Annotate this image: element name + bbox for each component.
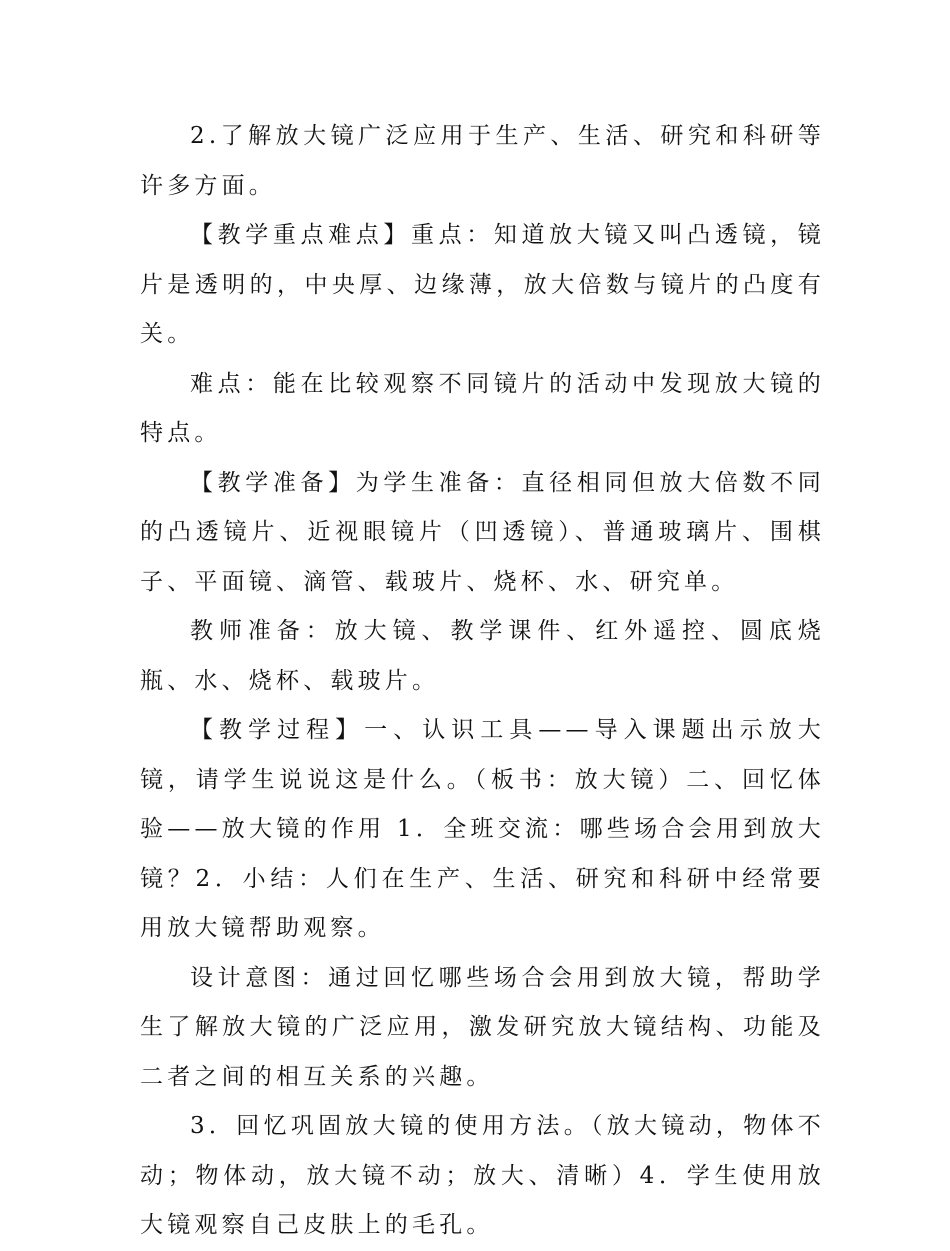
- paragraph-objective-2: 2.了解放大镜广泛应用于生产、生活、研究和科研等许多方面。: [140, 123, 825, 199]
- paragraph-design-intent: 设计意图：通过回忆哪些场合会用到放大镜，帮助学生了解放大镜的广泛应用，激发研究放大镜结构、功能及二者之间的相互关系的兴趣。: [140, 964, 825, 1090]
- paragraph-key-points: 【教学重点难点】重点：知道放大镜又叫凸透镜，镜片是透明的，中央厚、边缘薄，放大倍数与镜片的凸度有关。: [140, 222, 825, 347]
- paragraph-usage-review: 3．回忆巩固放大镜的使用方法。（放大镜动，物体不动；物体动，放大镜不动；放大、清晰）4．学生使用放大镜观察自己皮肤上的毛孔。: [140, 1113, 825, 1238]
- document-body: [140, 112, 825, 1251]
- paragraph-difficulty: 难点：能在比较观察不同镜片的活动中发现放大镜的特点。: [140, 370, 825, 446]
- paragraph-student-preparation: 【教学准备】为学生准备：直径相同但放大倍数不同的凸透镜片、近视眼镜片（凹透镜）、普通玻璃片、围棋子、平面镜、滴管、载玻片、烧杯、水、研究单。: [140, 469, 825, 595]
- paragraph-teacher-preparation: 教师准备：放大镜、教学课件、红外遥控、圆底烧瓶、水、烧杯、载玻片。: [140, 618, 825, 694]
- paragraph-teaching-process: 【教学过程】一、认识工具——导入课题出示放大镜，请学生说说这是什么。（板书：放大镜）二、回忆体验——放大镜的作用 1．全班交流：哪些场合会用到放大镜？2．小结：人们在生产、生活、研究和科研中经常要用放大镜帮助观察。: [140, 717, 825, 941]
